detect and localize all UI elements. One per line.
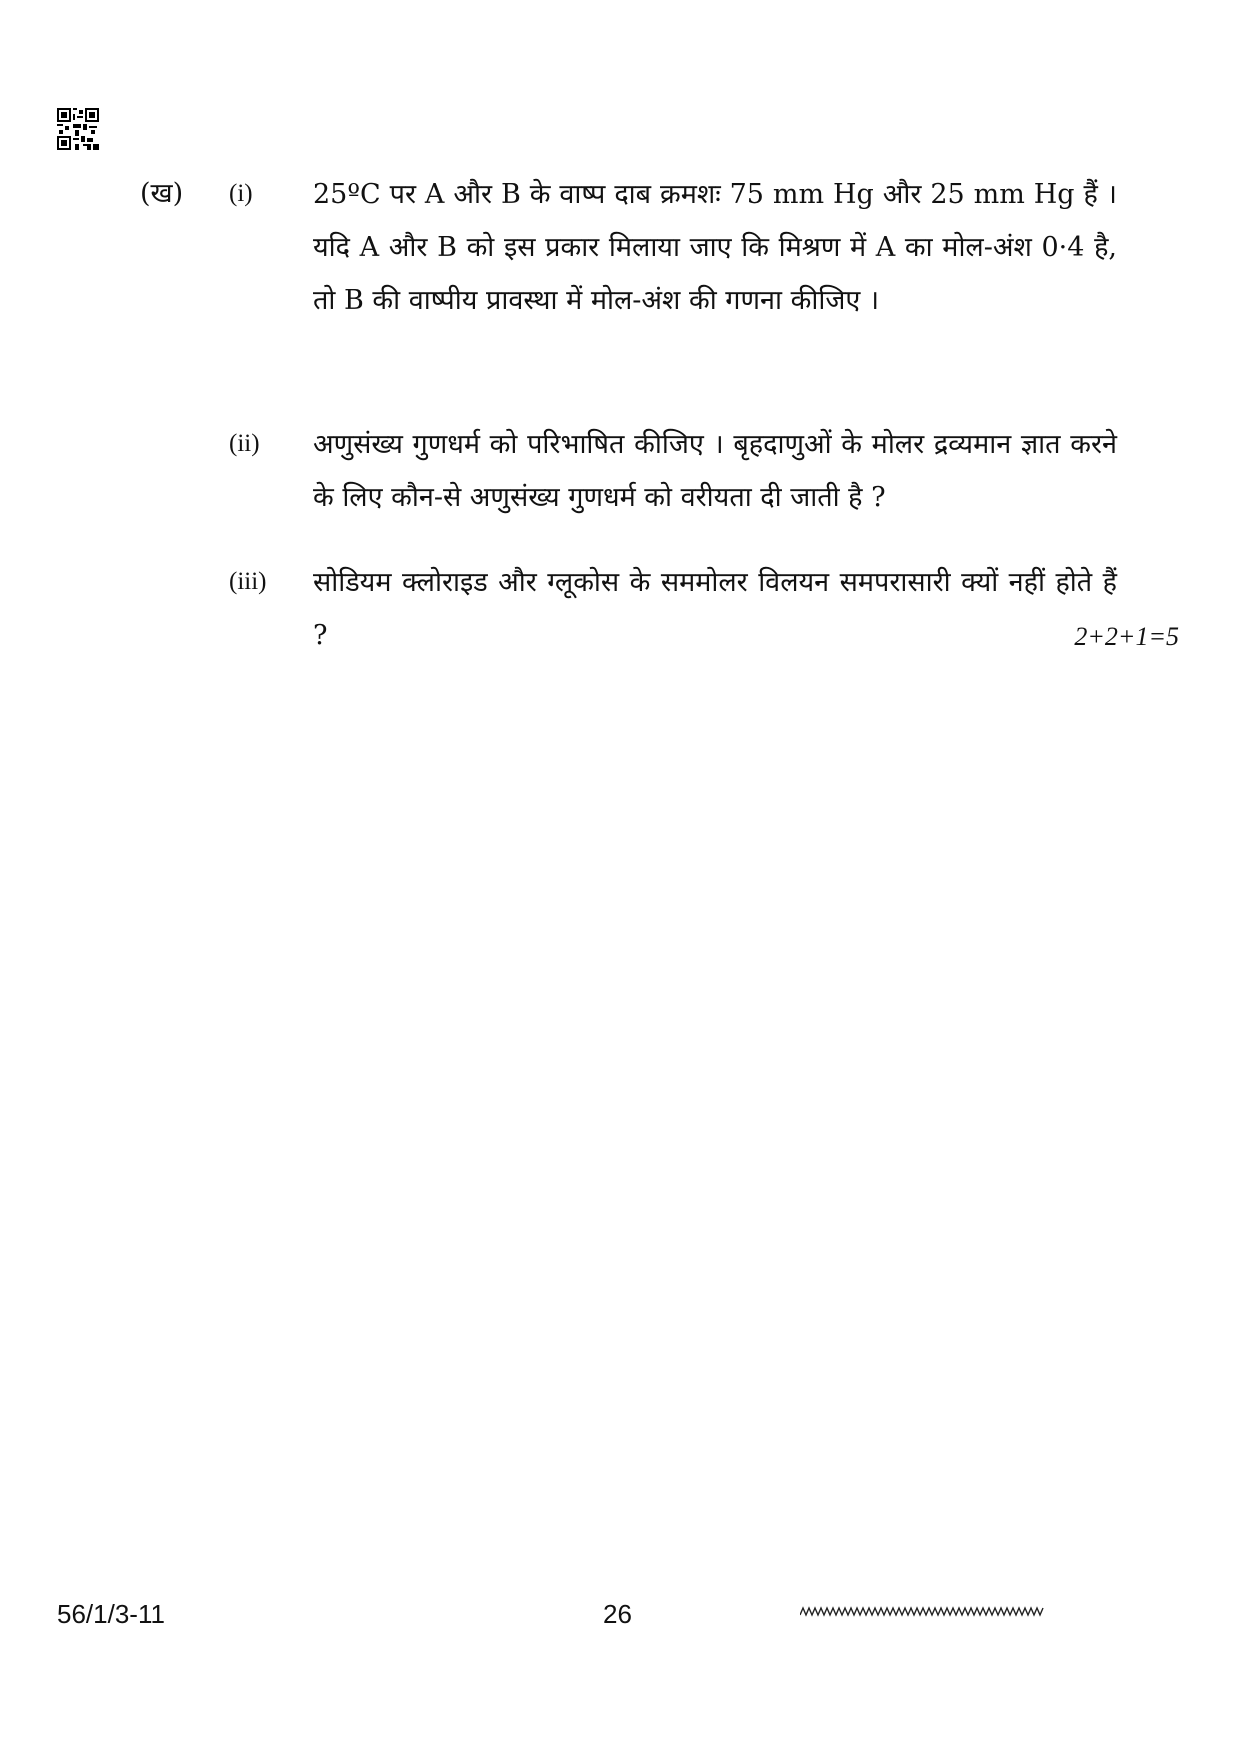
paper-code: 56/1/3-11 <box>57 1599 165 1629</box>
item-text-iii: सोडियम क्लोराइड और ग्लूकोस के सममोलर विलयन समपरासारी क्यों नहीं होते हैं ? <box>313 567 1117 651</box>
marks-distribution: 2+2+1=5 <box>1074 622 1179 651</box>
wavy-line-icon <box>800 1603 1045 1621</box>
item-number-ii: (ii) <box>229 430 260 457</box>
item-number-iii: (iii) <box>229 568 267 595</box>
item-text-i: 25ºC पर A और B के वाष्प दाब क्रमशः 75 mm Hg और 25 mm Hg हैं । यदि A और B को इस प्रकार मिलाया जाए कि मिश्रण में A का मोल-अंश 0·4 है, तो B की वाष्पीय प्रावस्था में मोल-अंश की गणना कीजिए । <box>313 179 1117 316</box>
page-number: 26 <box>603 1599 632 1629</box>
item-number-i: (i) <box>229 180 253 207</box>
question-section-label: (ख) <box>140 178 184 209</box>
qr-code-icon <box>57 108 99 150</box>
item-text-ii: अणुसंख्य गुणधर्म को परिभाषित कीजिए । बृहदाणुओं के मोलर द्रव्यमान ज्ञात करने के लिए कौन-से अणुसंख्य गुणधर्म को वरीयता दी जाती है ? <box>313 429 1117 513</box>
